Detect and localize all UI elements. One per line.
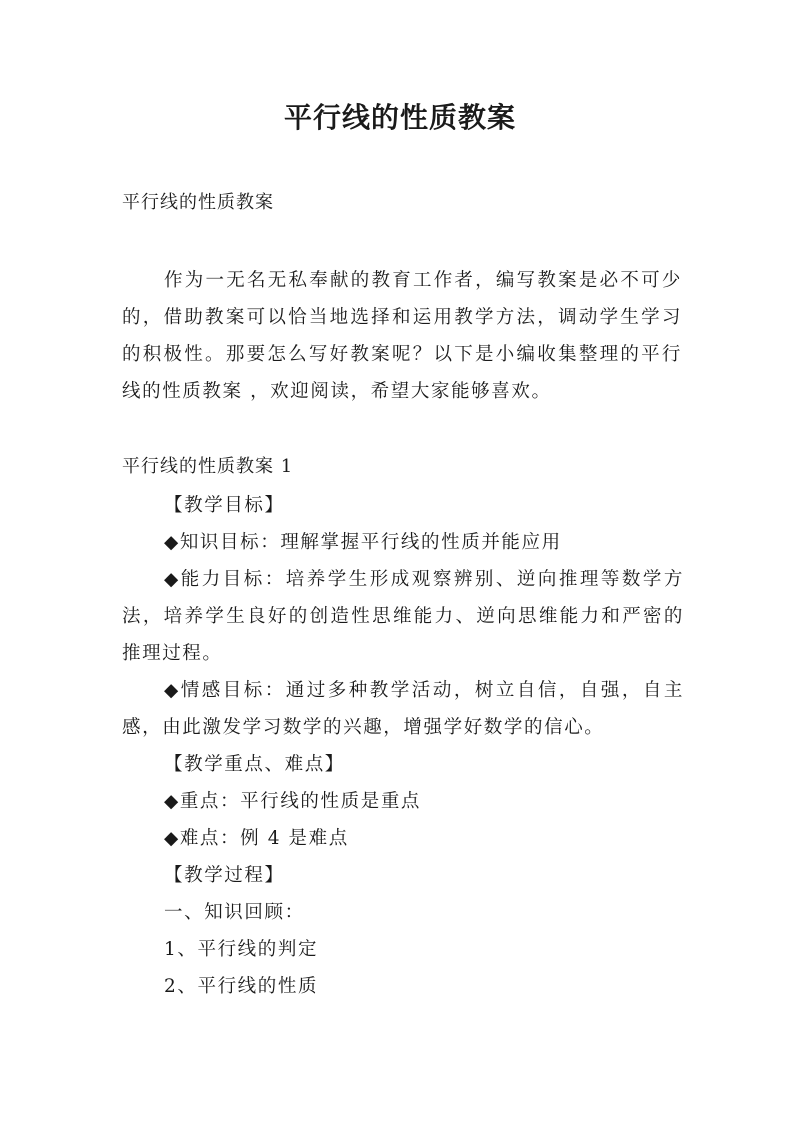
- intro-paragraph: 作为一无名无私奉献的教育工作者，编写教案是必不可少的，借助教案可以恰当地选择和运用教学方法，调动学生学习的积极性。那要怎么写好教案呢？以下是小编收集整理的平行线的性质教案 ，欢迎阅读，希望大家能够喜欢。: [122, 270, 682, 402]
- key-points-heading: 【教学重点、难点】: [164, 754, 345, 775]
- emotion-goal: ◆情感目标：通过多种教学活动，树立自信，自强，自主感，由此激发学习数学的兴趣，增强学好数学的信心。: [122, 680, 684, 738]
- teaching-process-heading: 【教学过程】: [164, 865, 285, 886]
- review-item-1: 1、平行线的判定: [164, 939, 319, 960]
- ability-goal: ◆能力目标：培养学生形成观察辨别、逆向推理等数学方法，培养学生良好的创造性思维能力、逆向思维能力和严密的推理过程。: [122, 569, 684, 664]
- document-subtitle: 平行线的性质教案: [122, 192, 274, 213]
- key-point: ◆重点：平行线的性质是重点: [164, 791, 422, 812]
- document-title: 平行线的性质教案: [283, 101, 516, 134]
- knowledge-review: 一、知识回顾：: [164, 902, 305, 923]
- lesson-body: [122, 487, 684, 1005]
- knowledge-goal: ◆知识目标：理解掌握平行线的性质并能应用: [164, 532, 562, 553]
- difficult-point: ◆难点：例 4 是难点: [164, 828, 349, 849]
- section-heading: 平行线的性质教案 1: [122, 456, 294, 477]
- review-item-2: 2、平行线的性质: [164, 976, 319, 997]
- teaching-goals-heading: 【教学目标】: [164, 495, 285, 516]
